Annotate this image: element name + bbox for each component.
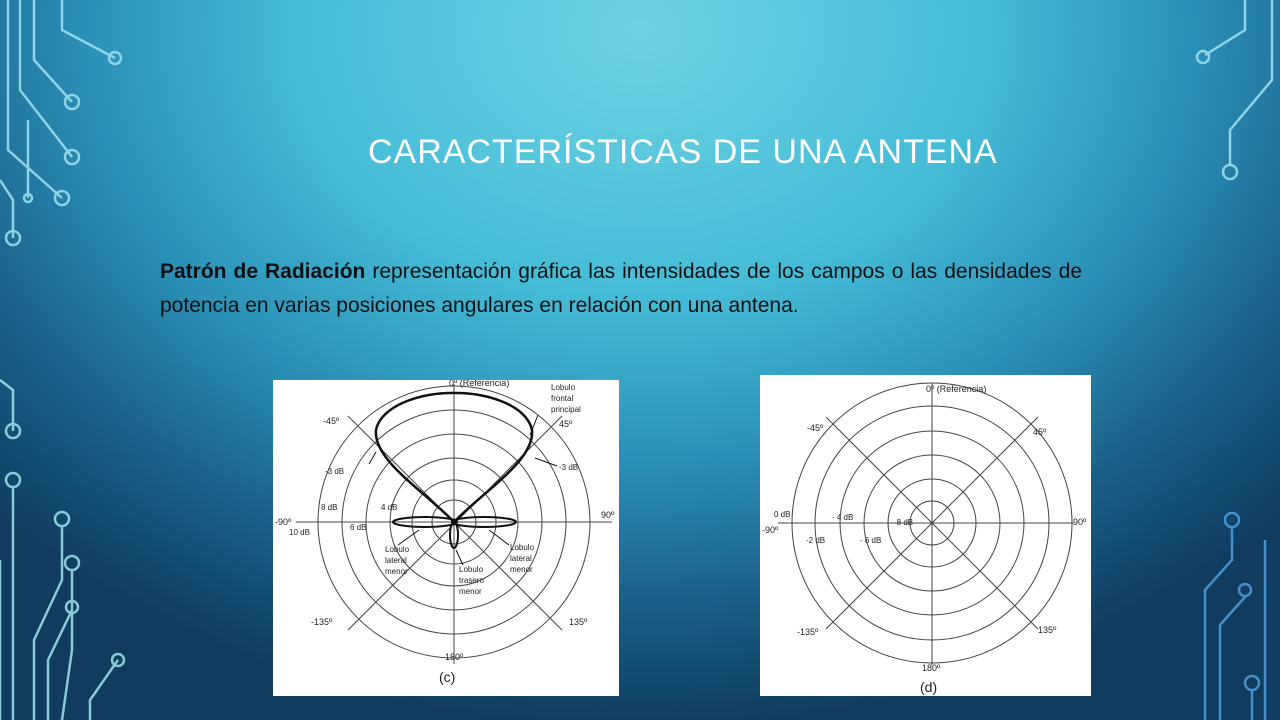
db-label: 6 dB [350, 523, 367, 532]
angle-label-neg135: -135º [311, 617, 333, 627]
svg-text:principal: principal [551, 405, 581, 414]
definition-paragraph [160, 255, 1082, 323]
angle-label-0: 0º (Referencia) [449, 380, 510, 388]
angle-label-135: 135º [1038, 625, 1057, 635]
radiation-pattern-figure-d [760, 375, 1091, 696]
polar-plot-d [760, 375, 1091, 696]
svg-text:menor: menor [385, 567, 408, 576]
angle-label-180: 180º [445, 652, 464, 662]
radiation-pattern-figure-c [273, 380, 619, 696]
angle-label-90: 90º [601, 510, 615, 520]
angle-label-neg90: -90º [762, 525, 779, 535]
svg-text:menor: menor [510, 565, 533, 574]
figure-caption-c: (c) [439, 669, 456, 685]
slide-title: CARACTERÍSTICAS DE UNA ANTENA [368, 133, 998, 171]
main-lobe-annotation [551, 383, 581, 414]
angle-label-neg90: -90º [275, 517, 292, 527]
db-label: - 4 dB [832, 513, 854, 522]
angle-label-45: 45º [559, 419, 573, 429]
svg-text:Lobulo: Lobulo [385, 545, 410, 554]
svg-text:trasero: trasero [459, 576, 484, 585]
svg-text:lateral: lateral [510, 554, 532, 563]
polar-plot-c [273, 380, 619, 696]
db-label: 4 dB [381, 503, 398, 512]
angle-label-0: 0º (Referencia) [926, 384, 987, 394]
svg-text:Lobulo: Lobulo [459, 565, 484, 574]
angle-label-neg135: -135º [797, 627, 819, 637]
db-label: 0 dB [774, 510, 791, 519]
figure-caption-d: (d) [920, 679, 938, 695]
db-label: 10 dB [289, 528, 310, 537]
svg-text:Lobulo: Lobulo [510, 543, 535, 552]
angle-label-45: 45º [1033, 427, 1047, 437]
side-lobe-left-annotation [385, 545, 410, 576]
side-lobe-right-annotation [510, 543, 535, 574]
db-label: -2 dB [806, 536, 826, 545]
back-lobe-annotation [459, 565, 484, 596]
db-label: - 6 dB [860, 536, 882, 545]
db-label: 8 dB [321, 503, 338, 512]
svg-text:lateral: lateral [385, 556, 407, 565]
db-label: -3 dB [559, 463, 579, 472]
angle-label-135: 135º [569, 617, 588, 627]
angle-label-neg45: -45º [323, 416, 340, 426]
angle-label-180: 180º [922, 663, 941, 673]
definition-term: Patrón de Radiación [160, 260, 366, 283]
db-label: -8 dB [894, 518, 914, 527]
svg-text:frontal: frontal [551, 394, 574, 403]
svg-text:Lobulo: Lobulo [551, 383, 576, 392]
svg-text:menor: menor [459, 587, 482, 596]
db-label: -3 dB [325, 467, 345, 476]
angle-label-neg45: -45º [807, 423, 824, 433]
definition-text: representación gráfica las intensidades de los campos o las densidades de potencia en varias posiciones angulares en relación con una antena. [160, 260, 1082, 317]
angle-label-90: 90º [1073, 517, 1087, 527]
